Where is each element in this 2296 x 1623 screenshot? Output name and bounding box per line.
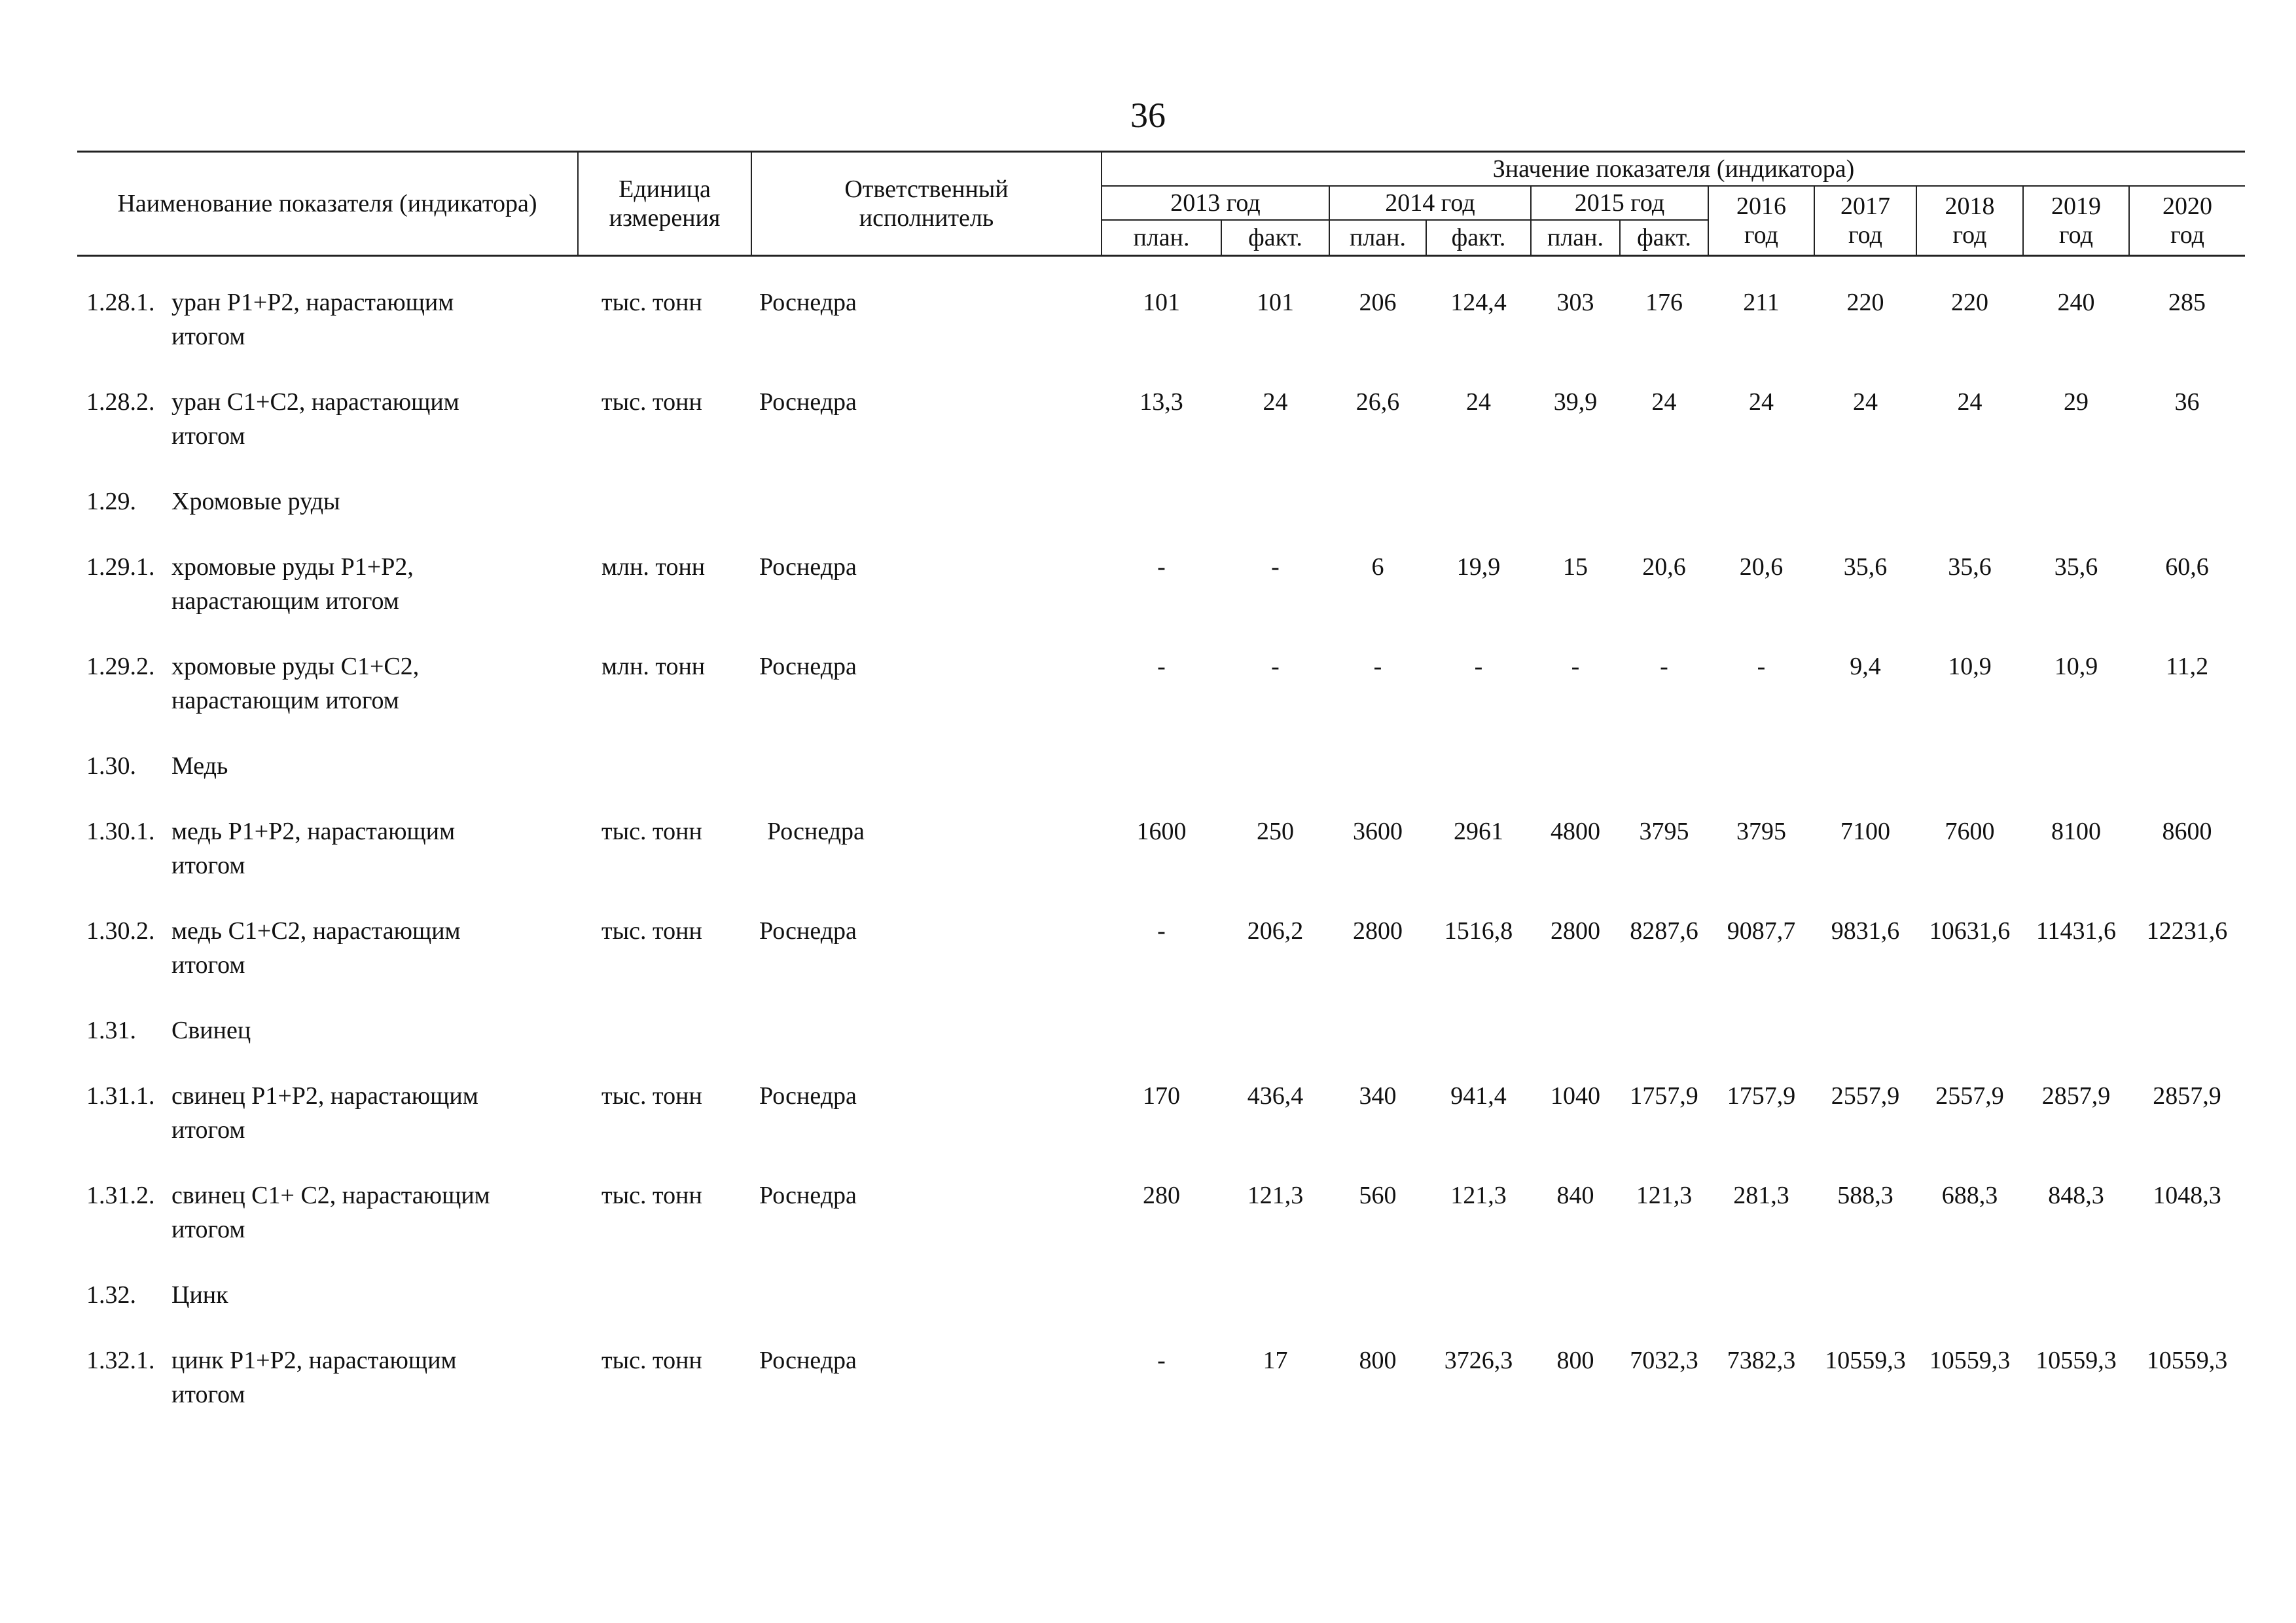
header-year-2019	[2023, 186, 2129, 256]
header-unit-line2: измерения	[609, 204, 721, 232]
value-2013-plan: -	[1157, 917, 1166, 945]
row-unit: тыс. тонн	[601, 1182, 702, 1209]
section-title: Свинец	[171, 1017, 251, 1044]
value-2014-fact: 1516,8	[1444, 917, 1513, 945]
header-unit-line1: Единица	[619, 175, 711, 203]
row-responsible: Роснедра	[759, 1347, 857, 1374]
row-responsible: Роснедра	[759, 388, 857, 416]
header-2013-fact: факт.	[1221, 220, 1329, 256]
value-2015-fact: 3795	[1639, 818, 1689, 845]
table-row	[77, 649, 2245, 749]
value-2018: 24	[1957, 388, 1982, 416]
header-year-2018-word: год	[1952, 221, 1987, 249]
header-year-2017	[1814, 186, 1916, 256]
row-name-line1: медь С1+С2, нарастающим	[171, 917, 461, 945]
header-value-group: Значение показателя (индикатора)	[1102, 152, 2245, 187]
indicator-table-body	[77, 256, 2245, 1444]
table-row	[77, 385, 2245, 484]
header-2014-fact: факт.	[1426, 220, 1531, 256]
value-2018: 35,6	[1948, 553, 1992, 581]
header-indicator-name: Наименование показателя (индикатора)	[77, 152, 578, 256]
value-2014-fact: 941,4	[1450, 1082, 1507, 1110]
value-2014-plan: 560	[1359, 1182, 1397, 1209]
section-title: Медь	[171, 752, 228, 780]
row-name-line1: свинец С1+ С2, нарастающим	[171, 1182, 490, 1209]
header-year-2015: 2015 год	[1531, 186, 1708, 220]
value-2014-fact: 3726,3	[1444, 1347, 1513, 1374]
row-name-line2: итогом	[171, 1381, 245, 1408]
row-name	[168, 1079, 578, 1178]
value-2013-plan: 13,3	[1139, 388, 1183, 416]
header-year-2019-num: 2019	[2051, 192, 2101, 220]
header-2013-plan: план.	[1102, 220, 1221, 256]
header-2015-fact: факт.	[1620, 220, 1708, 256]
row-unit: млн. тонн	[601, 553, 706, 581]
value-2013-fact: 121,3	[1247, 1182, 1304, 1209]
value-2017: 220	[1846, 289, 1884, 316]
value-2014-plan: 2800	[1353, 917, 1403, 945]
row-name-line1: хромовые руды С1+С2,	[171, 653, 420, 680]
value-2016: 9087,7	[1727, 917, 1796, 945]
value-2013-fact: 250	[1257, 818, 1294, 845]
header-2015-plan: план.	[1531, 220, 1620, 256]
header-year-2017-word: год	[1848, 221, 1882, 249]
value-2015-plan: 4800	[1551, 818, 1600, 845]
row-responsible: Роснедра	[759, 1182, 857, 1209]
value-2015-fact: 20,6	[1642, 553, 1686, 581]
row-name-line1: цинк Р1+Р2, нарастающим	[171, 1347, 457, 1374]
row-unit: тыс. тонн	[601, 289, 702, 316]
header-body-gap	[77, 256, 2245, 286]
row-name	[168, 550, 578, 649]
row-name-line2: итогом	[171, 852, 245, 879]
value-2018: 688,3	[1941, 1182, 1998, 1209]
value-2013-plan: -	[1157, 653, 1166, 680]
value-2017: 9,4	[1850, 653, 1881, 680]
header-year-2020-word: год	[2170, 221, 2204, 249]
value-2014-plan: 26,6	[1355, 388, 1400, 416]
header-year-2014: 2014 год	[1329, 186, 1531, 220]
value-2018: 2557,9	[1935, 1082, 2004, 1110]
row-name-line2: итогом	[171, 422, 245, 450]
value-2015-fact: 24	[1651, 388, 1677, 416]
value-2018: 220	[1951, 289, 1988, 316]
section-row	[77, 484, 2245, 550]
header-year-2018	[1916, 186, 2023, 256]
value-2014-fact: -	[1474, 653, 1483, 680]
row-unit: тыс. тонн	[601, 1347, 702, 1374]
row-code: 1.31.2.	[86, 1182, 155, 1209]
value-2020: 10559,3	[2146, 1347, 2228, 1374]
table-row	[77, 285, 2245, 385]
row-name-line2: итогом	[171, 1116, 245, 1144]
row-name-line1: свинец Р1+Р2, нарастающим	[171, 1082, 478, 1110]
value-2015-fact: 7032,3	[1630, 1347, 1698, 1374]
value-2019: 848,3	[2048, 1182, 2104, 1209]
row-responsible: Роснедра	[767, 818, 865, 845]
indicator-table	[77, 151, 2245, 1443]
row-name	[168, 285, 578, 385]
value-2020: 12231,6	[2146, 917, 2228, 945]
value-2020: 60,6	[2165, 553, 2209, 581]
header-2014-plan: план.	[1329, 220, 1426, 256]
value-2020: 2857,9	[2153, 1082, 2221, 1110]
value-2014-plan: -	[1373, 653, 1382, 680]
value-2019: 8100	[2051, 818, 2101, 845]
row-name-line2: итогом	[171, 1216, 245, 1243]
value-2013-plan: -	[1157, 553, 1166, 581]
header-year-2020	[2129, 186, 2245, 256]
value-2015-fact: 121,3	[1636, 1182, 1693, 1209]
row-code: 1.32.1.	[86, 1347, 155, 1374]
row-name	[168, 1343, 578, 1443]
row-name-line2: итогом	[171, 951, 245, 979]
value-2016: 211	[1743, 289, 1780, 316]
value-2015-fact: 8287,6	[1630, 917, 1698, 945]
header-year-2018-num: 2018	[1945, 192, 1995, 220]
row-name	[168, 814, 578, 914]
value-2020: 11,2	[2166, 653, 2209, 680]
value-2019: 11431,6	[2036, 917, 2117, 945]
value-2017: 10559,3	[1825, 1347, 1906, 1374]
section-title: Хромовые руды	[171, 488, 340, 515]
value-2013-fact: 436,4	[1247, 1082, 1304, 1110]
value-2017: 24	[1853, 388, 1878, 416]
table-row	[77, 814, 2245, 914]
value-2013-plan: 280	[1143, 1182, 1180, 1209]
row-responsible: Роснедра	[759, 917, 857, 945]
value-2014-plan: 6	[1371, 553, 1384, 581]
row-name	[168, 914, 578, 1013]
value-2013-plan: 170	[1143, 1082, 1180, 1110]
header-year-2019-word: год	[2059, 221, 2093, 249]
section-row	[77, 749, 2245, 814]
value-2017: 7100	[1840, 818, 1890, 845]
value-2015-plan: 303	[1556, 289, 1594, 316]
value-2013-fact: -	[1271, 553, 1280, 581]
row-responsible: Роснедра	[759, 1082, 857, 1110]
value-2014-plan: 340	[1359, 1082, 1397, 1110]
row-code: 1.29.1.	[86, 553, 155, 581]
row-code: 1.30.2.	[86, 917, 155, 945]
value-2017: 588,3	[1837, 1182, 1893, 1209]
value-2017: 2557,9	[1831, 1082, 1900, 1110]
value-2015-plan: 1040	[1551, 1082, 1600, 1110]
row-name-line2: итогом	[171, 323, 245, 350]
header-responsible-line1: Ответственный	[844, 175, 1009, 203]
row-unit: тыс. тонн	[601, 388, 702, 416]
row-responsible: Роснедра	[759, 653, 857, 680]
value-2013-fact: 101	[1257, 289, 1294, 316]
header-year-2016	[1708, 186, 1814, 256]
value-2014-fact: 24	[1466, 388, 1491, 416]
section-code: 1.32.	[86, 1281, 136, 1309]
row-unit: млн. тонн	[601, 653, 706, 680]
value-2015-plan: 840	[1556, 1182, 1594, 1209]
value-2013-plan: -	[1157, 1347, 1166, 1374]
value-2020: 36	[2174, 388, 2200, 416]
value-2015-fact: -	[1660, 653, 1668, 680]
value-2014-plan: 206	[1359, 289, 1397, 316]
header-year-2020-num: 2020	[2162, 192, 2213, 220]
row-code: 1.30.1.	[86, 818, 155, 845]
value-2019: 10,9	[2054, 653, 2098, 680]
row-responsible: Роснедра	[759, 289, 857, 316]
value-2013-plan: 1600	[1136, 818, 1187, 845]
value-2019: 29	[2064, 388, 2089, 416]
value-2015-fact: 1757,9	[1630, 1082, 1698, 1110]
value-2016: 1757,9	[1727, 1082, 1796, 1110]
row-code: 1.28.2.	[86, 388, 155, 416]
row-code: 1.28.1.	[86, 289, 155, 316]
header-responsible-line2: исполнитель	[859, 204, 994, 232]
value-2014-plan: 800	[1359, 1347, 1397, 1374]
page-number: 36	[1130, 96, 1166, 135]
value-2017: 35,6	[1843, 553, 1888, 581]
value-2019: 10559,3	[2036, 1347, 2117, 1374]
header-year-2013: 2013 год	[1102, 186, 1329, 220]
row-name	[168, 385, 578, 484]
row-name-line1: уран С1+С2, нарастающим	[171, 388, 459, 416]
value-2019: 2857,9	[2041, 1082, 2111, 1110]
row-responsible: Роснедра	[759, 553, 857, 581]
row-name-line1: хромовые руды Р1+Р2,	[171, 553, 414, 581]
value-2017: 9831,6	[1831, 917, 1900, 945]
header-year-2017-num: 2017	[1840, 192, 1890, 220]
section-code: 1.31.	[86, 1017, 136, 1044]
value-2015-plan: -	[1571, 653, 1580, 680]
section-code: 1.30.	[86, 752, 136, 780]
row-name-line2: нарастающим итогом	[171, 587, 399, 615]
row-name-line1: уран Р1+Р2, нарастающим	[171, 289, 454, 316]
value-2018: 10559,3	[1929, 1347, 2011, 1374]
row-code: 1.31.1.	[86, 1082, 155, 1110]
value-2013-fact: -	[1271, 653, 1280, 680]
header-responsible	[751, 152, 1102, 256]
value-2020: 1048,3	[2153, 1182, 2221, 1209]
row-name-line2: нарастающим итогом	[171, 687, 399, 714]
table-row	[77, 1178, 2245, 1278]
section-row	[77, 1013, 2245, 1079]
header-unit	[578, 152, 751, 256]
value-2015-plan: 2800	[1551, 917, 1600, 945]
value-2016: -	[1757, 653, 1766, 680]
row-name	[168, 649, 578, 749]
value-2015-plan: 15	[1563, 553, 1588, 581]
value-2020: 8600	[2162, 818, 2212, 845]
row-code: 1.29.2.	[86, 653, 155, 680]
row-unit: тыс. тонн	[601, 1082, 702, 1110]
value-2019: 240	[2057, 289, 2095, 316]
row-name-line1: медь Р1+Р2, нарастающим	[171, 818, 456, 845]
value-2016: 3795	[1736, 818, 1786, 845]
row-unit: тыс. тонн	[601, 818, 702, 845]
table-row	[77, 914, 2245, 1013]
value-2015-plan: 39,9	[1553, 388, 1598, 416]
value-2014-fact: 124,4	[1450, 289, 1507, 316]
section-title: Цинк	[171, 1281, 228, 1309]
value-2020: 285	[2168, 289, 2206, 316]
header-year-2016-num: 2016	[1736, 192, 1786, 220]
value-2018: 7600	[1945, 818, 1995, 845]
value-2014-fact: 2961	[1454, 818, 1503, 845]
table-row	[77, 550, 2245, 649]
value-2016: 7382,3	[1727, 1347, 1796, 1374]
value-2018: 10631,6	[1929, 917, 2011, 945]
indicator-table-container	[77, 151, 2245, 1443]
section-row	[77, 1278, 2245, 1343]
value-2015-plan: 800	[1556, 1347, 1594, 1374]
table-row	[77, 1079, 2245, 1178]
value-2014-plan: 3600	[1353, 818, 1403, 845]
value-2014-fact: 19,9	[1456, 553, 1501, 581]
header-year-2016-word: год	[1744, 221, 1778, 249]
value-2016: 20,6	[1739, 553, 1784, 581]
section-code: 1.29.	[86, 488, 136, 515]
value-2013-fact: 24	[1263, 388, 1288, 416]
value-2019: 35,6	[2054, 553, 2098, 581]
row-unit: тыс. тонн	[601, 917, 702, 945]
value-2016: 281,3	[1733, 1182, 1789, 1209]
row-name	[168, 1178, 578, 1278]
value-2013-fact: 206,2	[1247, 917, 1304, 945]
value-2016: 24	[1749, 388, 1774, 416]
value-2014-fact: 121,3	[1450, 1182, 1507, 1209]
value-2015-fact: 176	[1645, 289, 1683, 316]
value-2018: 10,9	[1948, 653, 1992, 680]
table-row	[77, 1343, 2245, 1443]
value-2013-fact: 17	[1263, 1347, 1288, 1374]
value-2013-plan: 101	[1143, 289, 1180, 316]
